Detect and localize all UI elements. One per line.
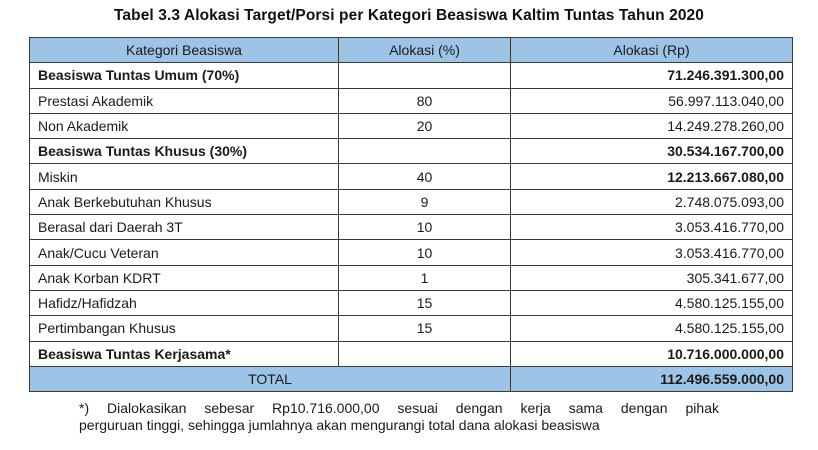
table-row: [30, 341, 793, 366]
table-title: Tabel 3.3 Alokasi Target/Porsi per Kategori Beasiswa Kaltim Tuntas Tahun 2020: [114, 7, 704, 24]
row-category: Berasal dari Daerah 3T: [30, 215, 339, 240]
table-row: [30, 88, 793, 113]
row-amount: 3.053.416.770,00: [511, 215, 793, 240]
table-row: [30, 215, 793, 240]
row-category: Anak/Cucu Veteran: [30, 240, 339, 265]
row-category: Hafidz/Hafidzah: [30, 290, 339, 315]
row-percent: 10: [339, 215, 511, 240]
row-category: Anak Berkebutuhan Khusus: [30, 189, 339, 214]
row-category: Beasiswa Tuntas Khusus (30%): [30, 139, 339, 164]
total-label: TOTAL: [30, 366, 511, 391]
row-percent: 10: [339, 240, 511, 265]
row-category: Pertimbangan Khusus: [30, 316, 339, 341]
row-category: Miskin: [30, 164, 339, 189]
table-total-row: [30, 366, 793, 391]
row-amount: 56.997.113.040,00: [511, 88, 793, 113]
row-amount: 14.249.278.260,00: [511, 113, 793, 138]
row-category: Beasiswa Tuntas Umum (70%): [30, 63, 339, 88]
row-percent: [339, 63, 511, 88]
row-category: Beasiswa Tuntas Kerjasama*: [30, 341, 339, 366]
table-row: [30, 139, 793, 164]
footnote: [79, 400, 719, 434]
row-amount: 4.580.125.155,00: [511, 290, 793, 315]
row-category: Anak Korban KDRT: [30, 265, 339, 290]
row-percent: 15: [339, 316, 511, 341]
table-row: [30, 164, 793, 189]
row-percent: [339, 139, 511, 164]
header-percent: Alokasi (%): [339, 38, 511, 63]
row-percent: 9: [339, 189, 511, 214]
row-percent: [339, 341, 511, 366]
row-amount: 305.341.677,00: [511, 265, 793, 290]
row-amount: 2.748.075.093,00: [511, 189, 793, 214]
table-row: [30, 265, 793, 290]
row-percent: 80: [339, 88, 511, 113]
row-amount: 71.246.391.300,00: [511, 63, 793, 88]
table-row: [30, 63, 793, 88]
footnote-line-1: *) Dialokasikan sebesar Rp10.716.000,00 sesuai dengan kerja sama dengan pihak: [79, 400, 719, 416]
table-row: [30, 189, 793, 214]
header-category: Kategori Beasiswa: [30, 38, 339, 63]
row-category: Prestasi Akademik: [30, 88, 339, 113]
row-amount: 30.534.167.700,00: [511, 139, 793, 164]
allocation-table: [29, 37, 793, 392]
row-percent: 1: [339, 265, 511, 290]
row-percent: 15: [339, 290, 511, 315]
table-row: [30, 113, 793, 138]
header-amount: Alokasi (Rp): [511, 38, 793, 63]
footnote-line-2: perguruan tinggi, sehingga jumlahnya akan mengurangi total dana alokasi beasiswa: [79, 417, 600, 433]
row-percent: 40: [339, 164, 511, 189]
row-amount: 10.716.000.000,00: [511, 341, 793, 366]
row-category: Non Akademik: [30, 113, 339, 138]
table-row: [30, 240, 793, 265]
table-row: [30, 316, 793, 341]
row-percent: 20: [339, 113, 511, 138]
row-amount: 4.580.125.155,00: [511, 316, 793, 341]
table-row: [30, 290, 793, 315]
total-amount: 112.496.559.000,00: [511, 366, 793, 391]
table-header-row: [30, 38, 793, 63]
row-amount: 12.213.667.080,00: [511, 164, 793, 189]
row-amount: 3.053.416.770,00: [511, 240, 793, 265]
